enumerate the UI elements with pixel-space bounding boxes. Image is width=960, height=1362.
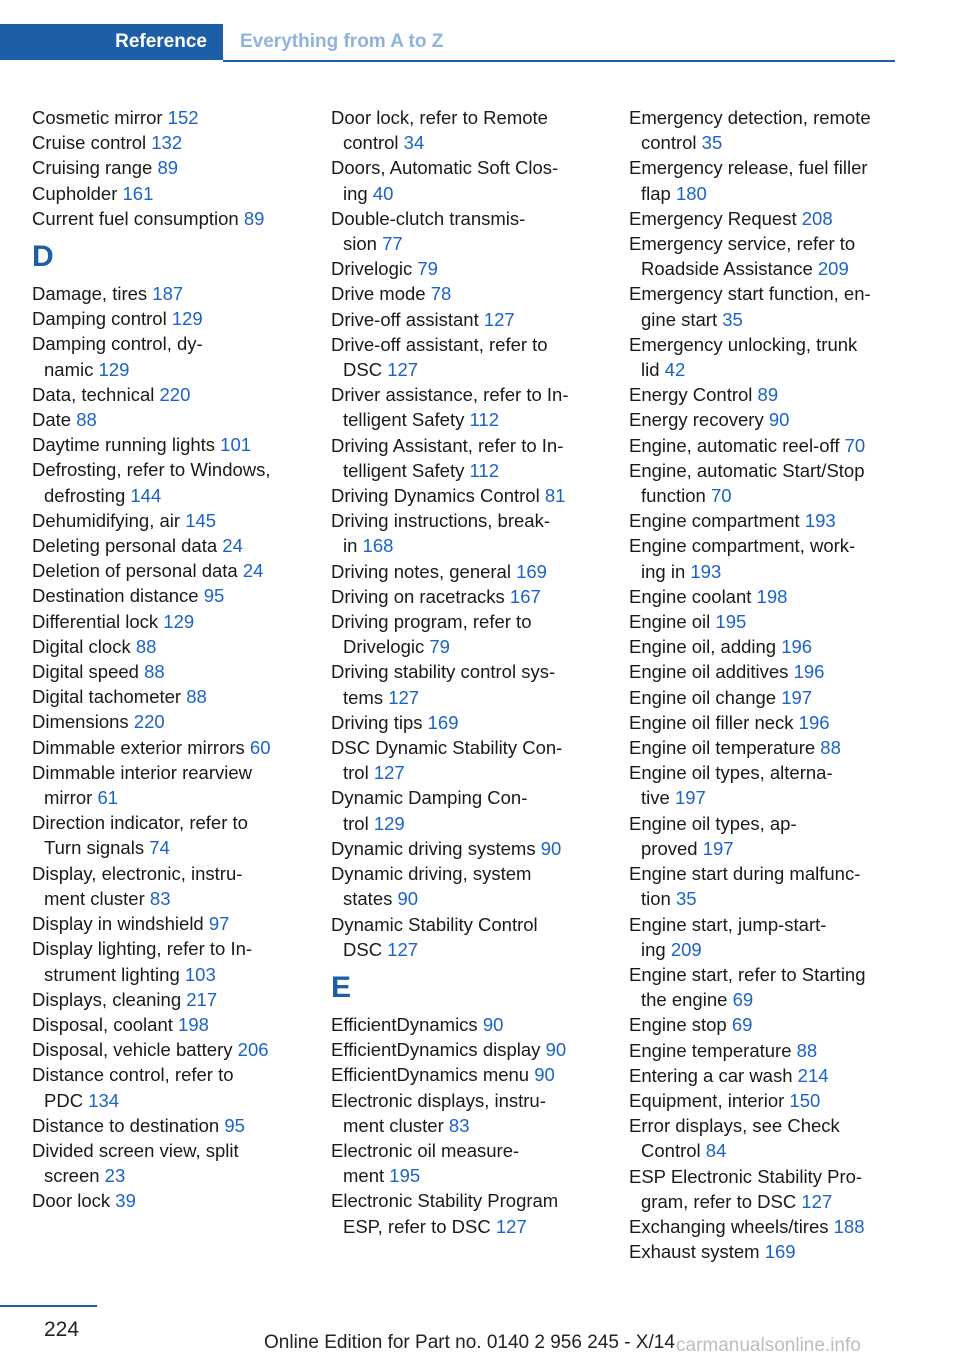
index-entry [32,331,307,381]
index-term: Cruising range [32,157,158,179]
index-entry [32,760,307,810]
header-rule [223,60,895,62]
index-entry [32,432,307,457]
index-entry [32,508,307,533]
page-link[interactable]: 145 [185,509,217,531]
index-entry [629,659,904,684]
page-link[interactable]: 196 [798,711,830,733]
page-link[interactable]: 88 [144,661,165,683]
index-term: Emergency start function, en‐ gine start [629,283,871,330]
index-term: Engine oil types, ap‐ proved [629,812,797,859]
page-link[interactable]: 195 [389,1165,421,1187]
index-term: Engine compartment, work‐ ing in [629,535,856,582]
index-entry [629,962,904,1012]
index-entry [629,685,904,710]
index-entry [331,206,606,256]
index-entry [629,206,904,231]
index-term: Damping control, dy‐ namic [32,333,203,380]
page-link[interactable]: 198 [756,585,788,607]
page-link[interactable]: 69 [731,1014,753,1036]
page-link[interactable]: 169 [516,560,547,582]
page-link[interactable]: 152 [167,107,199,128]
index-term: Disposal, vehicle battery [32,1039,238,1061]
index-entry [331,785,606,835]
index-entry [331,912,606,962]
index-entry [331,433,606,483]
index-term: Engine oil temperature [629,737,821,759]
index-term: Entering a car wash [629,1064,798,1086]
index-term: Emergency detection, remote control [629,107,871,154]
index-entry [629,760,904,810]
page-link[interactable]: 129 [373,812,405,834]
index-entry [629,634,904,659]
page-link[interactable]: 90 [482,1013,504,1035]
page-link[interactable]: 193 [804,510,836,532]
page-link[interactable]: 196 [781,636,813,658]
index-entry [629,710,904,735]
page-link[interactable]: 188 [833,1215,865,1237]
index-term: Equipment, interior [629,1089,790,1111]
index-entry [629,1063,904,1088]
page-header [0,24,895,62]
index-entry [331,483,606,508]
index-entry [331,256,606,281]
page-link[interactable]: 42 [664,359,686,381]
index-term: Engine temperature [629,1039,797,1061]
index-term: Data, technical [32,383,160,405]
index-entry [331,382,606,432]
index-entry [331,1188,606,1238]
page-link[interactable]: 70 [844,434,866,456]
index-term: Driver assistance, refer to In‐ telligent Safety [331,384,569,431]
index-term: Dynamic driving, system states [331,863,532,910]
index-entry [32,306,307,331]
page-link[interactable]: 127 [483,308,515,330]
page-link[interactable]: 220 [133,711,165,733]
index-entry [629,811,904,861]
page-link[interactable]: 90 [534,1064,555,1086]
index-term: Driving program, refer to Drivelogic [331,611,532,658]
page-link[interactable]: 95 [224,1114,245,1136]
page-link[interactable]: 209 [670,938,702,960]
page-link[interactable]: 129 [163,610,195,632]
header-section-title: Everything from A to Z [240,31,444,52]
page-link[interactable]: 23 [104,1165,126,1187]
index-term: Dynamic Damping Con‐ trol [331,787,528,834]
index-entry [629,533,904,583]
index-term: Drive-off assistant [331,308,484,330]
page-link[interactable]: 134 [88,1089,120,1111]
page-link[interactable]: 214 [797,1064,829,1086]
index-entry [32,407,307,432]
page-link[interactable]: 197 [702,837,734,859]
page-link[interactable]: 83 [448,1114,470,1136]
index-entry [331,1062,606,1087]
page-link[interactable]: 167 [509,585,541,607]
page-link[interactable]: 69 [732,989,754,1011]
page-link[interactable]: 208 [801,207,833,229]
index-entry [629,155,904,205]
index-term: Drive-off assistant, refer to DSC [331,333,548,381]
index-entry [32,1062,307,1112]
page-link[interactable]: 112 [469,409,499,431]
index-term: Digital clock [32,635,136,657]
index-term: Doors, Automatic Soft Clos‐ ing [331,157,559,204]
page-link[interactable]: 101 [220,434,252,456]
index-entry [32,987,307,1012]
index-term: Damping control [32,308,172,330]
page-link[interactable]: 197 [781,686,813,708]
page-link[interactable]: 187 [152,283,184,305]
index-term: Engine stop [629,1014,732,1036]
index-entry [629,1038,904,1063]
page-link[interactable]: 95 [203,585,225,607]
index-entry [32,558,307,583]
page-link[interactable]: 90 [397,888,419,910]
index-entry [331,155,606,205]
index-entry [32,1188,307,1213]
index-entry [32,281,307,306]
index-term: Cupholder [32,182,123,204]
index-term: Engine oil additives [629,661,794,683]
index-term: Exhaust system [629,1241,765,1263]
index-entry [629,1088,904,1113]
header-tab-reference[interactable]: Reference [0,24,223,60]
index-term: Driving tips [331,711,428,733]
index-entry [331,1012,606,1037]
index-term: Engine start, jump-start‐ ing [629,913,827,960]
index-term: EfficientDynamics [331,1013,483,1035]
page-link[interactable]: 127 [387,938,419,960]
index-entry [331,1138,606,1188]
page-link[interactable]: 81 [544,485,566,507]
page-link[interactable]: 70 [710,485,732,507]
index-entry [629,1113,904,1163]
index-term: Dimmable exterior mirrors [32,736,250,758]
index-term: Digital tachometer [32,686,187,708]
index-term: Driving Assistant, refer to In‐ telligent Safety [331,434,564,481]
page-link[interactable]: 127 [373,762,405,784]
index-term: Energy recovery [629,409,769,431]
index-entry [32,155,307,180]
page-link[interactable]: 24 [242,560,264,582]
page-link[interactable]: 88 [186,686,207,708]
index-entry [32,634,307,659]
index-term: Disposal, coolant [32,1013,179,1035]
index-entry [32,583,307,608]
index-entry [32,1138,307,1188]
page-link[interactable]: 89 [243,207,265,229]
page-link[interactable]: 77 [382,233,403,255]
index-entry [629,861,904,911]
page-link[interactable]: 35 [722,308,743,330]
index-entry [32,709,307,734]
index-entry [629,1239,904,1264]
page-link[interactable]: 88 [135,635,157,657]
section-letter: D [32,240,54,274]
index-term: Direction indicator, refer to Turn signals [32,812,248,859]
index-entry [331,559,606,584]
index-term: Engine oil change [629,686,782,708]
index-entry [629,508,904,533]
index-entry [32,810,307,860]
index-term: Engine compartment [629,510,805,532]
index-entry [32,936,307,986]
page-link[interactable]: 217 [186,988,218,1010]
index-term: Cruise control [32,132,152,154]
page-link[interactable]: 150 [789,1089,821,1111]
page-link[interactable]: 88 [796,1039,818,1061]
index-entry [331,105,606,155]
index-term: Driving on racetracks [331,585,510,607]
index-term: Engine, automatic Start/Stop function [629,459,865,507]
index-term: Engine, automatic reel-off [629,434,845,456]
index-column-3 [629,105,904,1264]
page-link[interactable]: 197 [674,787,706,809]
index-entry [629,584,904,609]
index-entry [32,130,307,155]
index-entry [331,332,606,382]
index-entry [32,1113,307,1138]
page-link[interactable]: 90 [768,409,790,431]
index-entry [629,105,904,155]
index-term: Door lock [32,1190,116,1212]
index-term: Damage, tires [32,283,153,305]
index-term: Engine oil, adding [629,636,782,658]
index-column-1 [32,105,307,1214]
page-link[interactable]: 88 [820,737,841,759]
index-entry [32,911,307,936]
page-link[interactable]: 90 [540,837,562,859]
page-link[interactable]: 40 [372,182,394,204]
page-link[interactable]: 103 [184,963,216,985]
index-term: Divided screen view, split screen [32,1139,239,1187]
page-number: 224 [44,1318,80,1341]
index-entry [32,735,307,760]
index-term: Distance to destination [32,1114,225,1136]
index-term: Error displays, see Check Control [629,1115,840,1162]
page-link[interactable]: 129 [98,358,130,380]
index-entry [629,735,904,760]
index-term: Engine start, refer to Starting the engine [629,963,866,1011]
index-column-2 [331,105,606,1239]
page-link[interactable]: 83 [149,887,171,909]
page-link[interactable]: 84 [705,1140,727,1162]
index-term: Drive mode [331,283,431,305]
index-entry [32,861,307,911]
index-term: Driving instructions, break- in [331,510,550,557]
index-term: Driving notes, general [331,560,517,582]
index-term: Daytime running lights [32,434,221,456]
index-term: ESP Electronic Stability Pro‐ gram, refer to DSC [629,1165,863,1212]
index-term: Energy Control [629,384,758,406]
index-entry [331,584,606,609]
page-link[interactable]: 168 [362,535,394,557]
index-term: Differential lock [32,610,164,632]
index-term: Engine oil [629,611,716,633]
page-link[interactable]: 35 [701,132,723,154]
index-entry [629,609,904,634]
index-entry [331,861,606,911]
footer-rule [0,1305,97,1307]
page-link[interactable]: 127 [387,359,419,381]
index-term: Engine coolant [629,585,757,607]
index-term: DSC Dynamic Stability Con‐ trol [331,737,563,784]
index-term: Display lighting, refer to In‐ strument lighting [32,938,253,985]
index-entry [32,684,307,709]
index-entry [32,1012,307,1037]
index-entry [629,231,904,281]
index-entry [32,609,307,634]
index-term: Dynamic Stability Control DSC [331,913,538,960]
watermark: carmanualsonline.info [676,1335,861,1356]
index-term: Displays, cleaning [32,988,187,1010]
page-link[interactable]: 132 [151,132,183,154]
index-entry [32,181,307,206]
index-term: Dynamic driving systems [331,837,541,859]
index-term: Defrosting, refer to Windows, defrosting [32,459,271,506]
page-link[interactable]: 78 [430,283,452,305]
page-link[interactable]: 127 [495,1215,527,1237]
index-term: Electronic displays, instru‐ ment cluster [331,1089,546,1136]
index-term: Dimmable interior rearview mirror [32,761,253,809]
index-term: Dehumidifying, air [32,509,186,531]
index-term: Distance control, refer to PDC [32,1064,234,1111]
index-term: Engine oil types, alterna‐ tive [629,762,833,809]
index-term: Emergency unlocking, trunk lid [629,333,858,381]
page-link[interactable]: 198 [178,1013,209,1035]
index-entry [331,1037,606,1062]
index-term: Drivelogic [331,258,418,280]
page-link[interactable]: 129 [171,308,203,330]
page-link[interactable]: 220 [159,383,191,405]
index-term: Emergency service, refer to Roadside Assistance [629,233,856,280]
index-term: Current fuel consumption [32,207,244,229]
page-link[interactable]: 169 [764,1241,796,1263]
index-entry [32,382,307,407]
index-term: Destination distance [32,585,204,607]
index-entry [331,609,606,659]
index-term: Engine oil filler neck [629,711,799,733]
index-term: Door lock, refer to Remote control [331,107,548,154]
page-link[interactable]: 144 [130,484,162,506]
page-link[interactable]: 74 [149,837,170,859]
page-link[interactable]: 169 [427,711,459,733]
index-term: Engine start during malfunc‐ tion [629,863,861,910]
page-link[interactable]: 88 [76,409,97,431]
page-link[interactable]: 161 [122,182,154,204]
page-link[interactable]: 97 [208,913,230,935]
page-link[interactable]: 90 [545,1039,567,1061]
index-term: Electronic Stability Program ESP, refer to DSC [331,1190,559,1237]
index-entry [331,836,606,861]
index-term: Deleting personal data [32,535,223,557]
section-letter: E [331,970,352,1004]
page-link[interactable]: 196 [793,661,825,683]
index-entry [629,281,904,331]
index-term: Driving Dynamics Control [331,485,545,507]
index-term: Double-clutch transmis‐ sion [331,207,526,255]
index-entry [32,533,307,558]
edition-text: Online Edition for Part no. 0140 2 956 245 - X/14 [264,1332,675,1353]
page-link[interactable]: 35 [675,888,697,910]
index-term: Exchanging wheels/tires [629,1215,834,1237]
index-entry [331,710,606,735]
index-term: Cosmetic mirror [32,107,168,128]
index-entry [331,1088,606,1138]
index-entry [32,457,307,507]
page-link[interactable]: 79 [429,636,450,658]
page-link[interactable]: 39 [115,1190,136,1212]
index-entry [32,105,307,130]
index-entry [629,332,904,382]
index-term: Emergency Request [629,207,802,229]
page-link[interactable]: 89 [757,384,779,406]
page-link[interactable]: 127 [388,686,420,708]
index-entry [331,659,606,709]
index-term: Dimensions [32,711,134,733]
index-entry [629,458,904,508]
index-term: Emergency release, fuel filler flap [629,157,868,204]
page-link[interactable]: 79 [417,258,438,280]
page-link[interactable]: 195 [715,611,747,633]
page-link[interactable]: 60 [249,736,271,758]
index-entry [331,735,606,785]
index-entry [629,1164,904,1214]
index-entry [331,307,606,332]
index-term: Display in windshield [32,913,209,935]
index-term: Digital speed [32,661,145,683]
index-entry [629,1012,904,1037]
page-link[interactable]: 206 [237,1039,269,1061]
page-link[interactable]: 127 [801,1190,833,1212]
index-entry [331,281,606,306]
page-link[interactable]: 112 [469,459,499,481]
page-link[interactable]: 209 [817,258,849,280]
page-link[interactable]: 34 [403,132,425,154]
index-entry [331,508,606,558]
page-link[interactable]: 61 [97,787,119,809]
index-term: Electronic oil measure‐ ment [331,1139,520,1187]
page-link[interactable]: 193 [690,560,722,582]
index-term: Driving stability control sys‐ tems [331,661,556,708]
page-link[interactable]: 89 [157,157,179,179]
page-link[interactable]: 24 [222,535,243,557]
index-entry [629,433,904,458]
index-entry [32,206,307,231]
index-entry [629,912,904,962]
index-term: Date [32,409,77,431]
index-term: EfficientDynamics display [331,1039,546,1061]
index-entry [32,1037,307,1062]
index-term: Deletion of personal data [32,560,243,582]
page-link[interactable]: 180 [675,182,707,204]
index-entry [629,382,904,407]
index-term: EfficientDynamics menu [331,1064,535,1086]
index-entry [32,659,307,684]
index-term: Display, electronic, instru‐ ment cluster [32,862,243,909]
index-entry [629,407,904,432]
index-entry [629,1214,904,1239]
